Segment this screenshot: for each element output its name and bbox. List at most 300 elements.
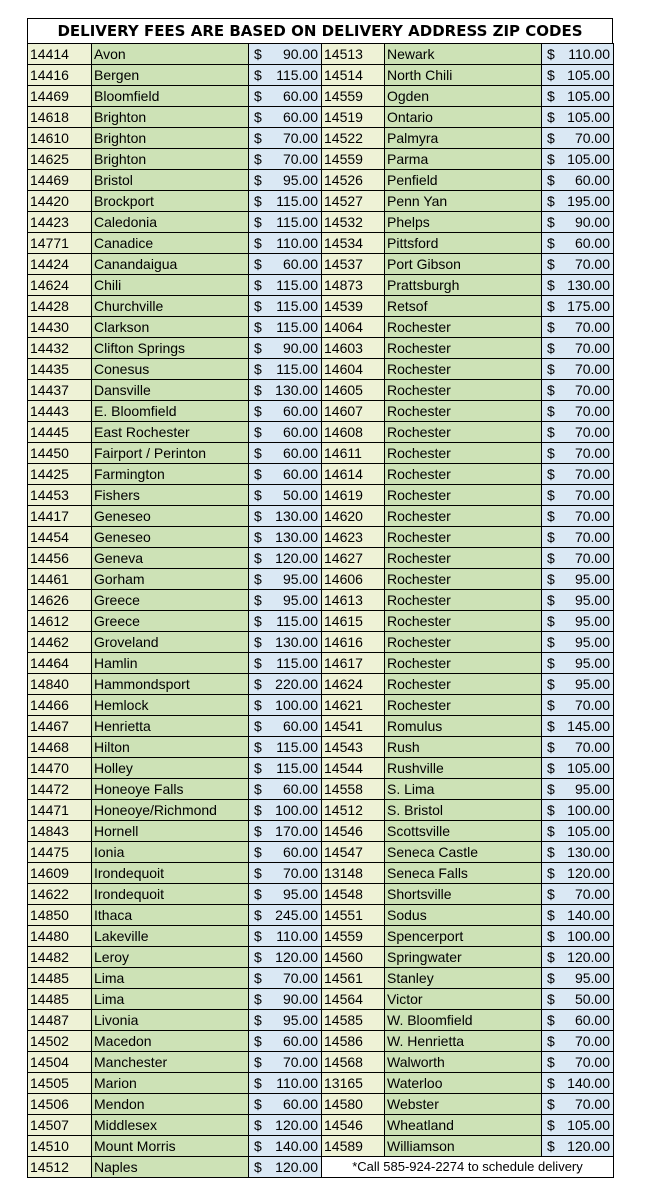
- town-name-cell: Parma: [385, 149, 542, 170]
- delivery-fee-cell: [249, 170, 322, 191]
- delivery-fee-cell: [542, 548, 614, 569]
- fee-amount: 60.00: [282, 781, 318, 797]
- town-name-cell: Port Gibson: [385, 254, 542, 275]
- delivery-fee-cell: [542, 737, 614, 758]
- delivery-fee-cell: [249, 65, 322, 86]
- zip-code-cell: 14526: [322, 170, 385, 191]
- fee-amount: 70.00: [282, 151, 318, 167]
- table-row: [28, 968, 614, 989]
- zip-code-cell: 14627: [322, 548, 385, 569]
- fee-amount: 70.00: [574, 739, 610, 755]
- fee-amount: 60.00: [574, 235, 610, 251]
- fee-amount: 95.00: [574, 970, 610, 986]
- town-name-cell: Clarkson: [92, 317, 249, 338]
- currency-symbol: $: [547, 949, 555, 965]
- town-name-cell: Irondequoit: [92, 884, 249, 905]
- town-name-cell: Penfield: [385, 170, 542, 191]
- fee-amount: 115.00: [276, 760, 318, 776]
- town-name-cell: Springwater: [385, 947, 542, 968]
- town-name-cell: Rochester: [385, 653, 542, 674]
- town-name-cell: Fairport / Perinton: [92, 443, 249, 464]
- currency-symbol: $: [254, 634, 262, 650]
- table-row: [28, 317, 614, 338]
- table-row: [28, 737, 614, 758]
- zip-code-cell: 14586: [322, 1031, 385, 1052]
- fee-amount: 70.00: [574, 697, 610, 713]
- town-name-cell: Chili: [92, 275, 249, 296]
- delivery-fee-cell: [249, 275, 322, 296]
- delivery-fee-cell: [542, 65, 614, 86]
- town-name-cell: Bloomfield: [92, 86, 249, 107]
- zip-code-cell: 14618: [28, 107, 92, 128]
- town-name-cell: Rochester: [385, 359, 542, 380]
- table-row: [28, 1073, 614, 1094]
- delivery-fee-cell: [542, 968, 614, 989]
- zip-code-cell: 14424: [28, 254, 92, 275]
- currency-symbol: $: [254, 676, 262, 692]
- delivery-fee-cell: [542, 212, 614, 233]
- fee-amount: 130.00: [275, 382, 318, 398]
- zip-code-cell: 13148: [322, 863, 385, 884]
- currency-symbol: $: [254, 655, 262, 671]
- delivery-fee-cell: [249, 128, 322, 149]
- town-name-cell: Leroy: [92, 947, 249, 968]
- table-row: [28, 884, 614, 905]
- delivery-fee-cell: [249, 359, 322, 380]
- zip-code-cell: 14605: [322, 380, 385, 401]
- table-row: [28, 359, 614, 380]
- zip-code-cell: 14621: [322, 695, 385, 716]
- currency-symbol: $: [254, 865, 262, 881]
- town-name-cell: Geneseo: [92, 506, 249, 527]
- fee-amount: 115.00: [276, 67, 318, 83]
- town-name-cell: Webster: [385, 1094, 542, 1115]
- fee-amount: 95.00: [574, 571, 610, 587]
- zip-code-cell: 14617: [322, 653, 385, 674]
- delivery-fee-cell: [249, 989, 322, 1010]
- zip-code-cell: 14506: [28, 1094, 92, 1115]
- delivery-fee-cell: [542, 380, 614, 401]
- fee-amount: 115.00: [276, 277, 318, 293]
- delivery-fee-cell: [249, 296, 322, 317]
- zip-code-cell: 14469: [28, 86, 92, 107]
- currency-symbol: $: [254, 403, 262, 419]
- table-row: [28, 338, 614, 359]
- town-name-cell: Rush: [385, 737, 542, 758]
- fee-amount: 95.00: [574, 781, 610, 797]
- currency-symbol: $: [254, 1096, 262, 1112]
- currency-symbol: $: [547, 802, 555, 818]
- zip-code-cell: 14850: [28, 905, 92, 926]
- fee-amount: 130.00: [567, 844, 610, 860]
- town-name-cell: Penn Yan: [385, 191, 542, 212]
- delivery-fee-cell: [249, 86, 322, 107]
- delivery-fee-cell: [249, 779, 322, 800]
- currency-symbol: $: [254, 1138, 262, 1154]
- town-name-cell: Gorham: [92, 569, 249, 590]
- zip-code-cell: 14507: [28, 1115, 92, 1136]
- zip-code-cell: 14514: [322, 65, 385, 86]
- table-row: [28, 527, 614, 548]
- town-name-cell: Ontario: [385, 107, 542, 128]
- zip-code-cell: 14416: [28, 65, 92, 86]
- zip-code-cell: 14626: [28, 590, 92, 611]
- fee-amount: 105.00: [567, 109, 610, 125]
- currency-symbol: $: [547, 655, 555, 671]
- zip-code-cell: 14873: [322, 275, 385, 296]
- fee-amount: 195.00: [567, 193, 610, 209]
- currency-symbol: $: [254, 760, 262, 776]
- zip-code-cell: 14568: [322, 1052, 385, 1073]
- town-name-cell: Pittsford: [385, 233, 542, 254]
- table-row: [28, 842, 614, 863]
- town-name-cell: Groveland: [92, 632, 249, 653]
- town-name-cell: Ogden: [385, 86, 542, 107]
- fee-amount: 70.00: [574, 550, 610, 566]
- town-name-cell: Brighton: [92, 107, 249, 128]
- currency-symbol: $: [547, 193, 555, 209]
- currency-symbol: $: [254, 613, 262, 629]
- fee-amount: 105.00: [567, 760, 610, 776]
- fee-amount: 130.00: [275, 529, 318, 545]
- delivery-fee-cell: [249, 1094, 322, 1115]
- currency-symbol: $: [547, 886, 555, 902]
- town-name-cell: Scottsville: [385, 821, 542, 842]
- delivery-fee-cell: [249, 758, 322, 779]
- zip-code-cell: 14609: [28, 863, 92, 884]
- delivery-fee-cell: [542, 506, 614, 527]
- delivery-fee-cell: [249, 1010, 322, 1031]
- zip-code-cell: 14771: [28, 233, 92, 254]
- fee-amount: 90.00: [574, 214, 610, 230]
- town-name-cell: Farmington: [92, 464, 249, 485]
- zip-code-cell: 14472: [28, 779, 92, 800]
- delivery-fee-cell: [542, 632, 614, 653]
- table-row: [28, 926, 614, 947]
- zip-code-cell: 14606: [322, 569, 385, 590]
- fee-amount: 110.00: [276, 928, 318, 944]
- zip-code-cell: 14466: [28, 695, 92, 716]
- delivery-fee-cell: [542, 926, 614, 947]
- fee-amount: 145.00: [567, 718, 610, 734]
- town-name-cell: Honeoye/Richmond: [92, 800, 249, 821]
- delivery-fee-cell: [542, 128, 614, 149]
- delivery-fee-cell: [542, 86, 614, 107]
- town-name-cell: Rochester: [385, 590, 542, 611]
- delivery-fee-cell: [249, 44, 322, 65]
- town-name-cell: Rochester: [385, 443, 542, 464]
- fee-amount: 105.00: [567, 151, 610, 167]
- delivery-fee-cell: [542, 275, 614, 296]
- delivery-fee-cell: [249, 842, 322, 863]
- zip-code-cell: 14551: [322, 905, 385, 926]
- delivery-fee-cell: [542, 716, 614, 737]
- zip-code-cell: 14559: [322, 149, 385, 170]
- currency-symbol: $: [254, 886, 262, 902]
- zip-code-cell: 14522: [322, 128, 385, 149]
- town-name-cell: Rochester: [385, 317, 542, 338]
- town-name-cell: Hilton: [92, 737, 249, 758]
- town-name-cell: Sodus: [385, 905, 542, 926]
- zip-code-cell: 14614: [322, 464, 385, 485]
- currency-symbol: $: [254, 235, 262, 251]
- currency-symbol: $: [547, 550, 555, 566]
- currency-symbol: $: [254, 67, 262, 83]
- fee-amount: 70.00: [574, 340, 610, 356]
- fee-table-body: [28, 44, 614, 1178]
- zip-code-cell: 14622: [28, 884, 92, 905]
- currency-symbol: $: [547, 907, 555, 923]
- currency-symbol: $: [547, 781, 555, 797]
- zip-code-cell: 14470: [28, 758, 92, 779]
- fee-amount: 70.00: [574, 382, 610, 398]
- sheet-title: DELIVERY FEES ARE BASED ON DELIVERY ADDRESS ZIP CODES: [27, 18, 613, 43]
- currency-symbol: $: [547, 151, 555, 167]
- table-row: [28, 1052, 614, 1073]
- table-row: [28, 86, 614, 107]
- zip-code-cell: 14564: [322, 989, 385, 1010]
- town-name-cell: Manchester: [92, 1052, 249, 1073]
- town-name-cell: Mount Morris: [92, 1136, 249, 1157]
- zip-code-cell: 14624: [322, 674, 385, 695]
- town-name-cell: East Rochester: [92, 422, 249, 443]
- delivery-fee-cell: [249, 527, 322, 548]
- table-row: [28, 254, 614, 275]
- table-row: [28, 989, 614, 1010]
- currency-symbol: $: [547, 718, 555, 734]
- fee-amount: 110.00: [276, 1075, 318, 1091]
- currency-symbol: $: [254, 844, 262, 860]
- town-name-cell: Clifton Springs: [92, 338, 249, 359]
- town-name-cell: Hornell: [92, 821, 249, 842]
- currency-symbol: $: [547, 88, 555, 104]
- zip-code-cell: 14467: [28, 716, 92, 737]
- town-name-cell: Holley: [92, 758, 249, 779]
- town-name-cell: Honeoye Falls: [92, 779, 249, 800]
- delivery-fee-cell: [542, 44, 614, 65]
- fee-amount: 70.00: [574, 319, 610, 335]
- fee-amount: 115.00: [276, 739, 318, 755]
- table-row: [28, 716, 614, 737]
- delivery-fee-cell: [249, 737, 322, 758]
- fee-amount: 115.00: [276, 214, 318, 230]
- currency-symbol: $: [254, 46, 262, 62]
- town-name-cell: Geneva: [92, 548, 249, 569]
- fee-amount: 70.00: [574, 1033, 610, 1049]
- delivery-fee-cell: [542, 317, 614, 338]
- currency-symbol: $: [254, 382, 262, 398]
- currency-symbol: $: [547, 592, 555, 608]
- currency-symbol: $: [547, 844, 555, 860]
- delivery-fee-cell: [542, 443, 614, 464]
- town-name-cell: North Chili: [385, 65, 542, 86]
- table-row: [28, 800, 614, 821]
- currency-symbol: $: [254, 1117, 262, 1133]
- fee-amount: 115.00: [276, 655, 318, 671]
- table-row: [28, 779, 614, 800]
- delivery-fee-cell: [542, 527, 614, 548]
- town-name-cell: Canandaigua: [92, 254, 249, 275]
- fee-amount: 140.00: [275, 1138, 318, 1154]
- table-row: [28, 1031, 614, 1052]
- town-name-cell: Mendon: [92, 1094, 249, 1115]
- town-name-cell: Middlesex: [92, 1115, 249, 1136]
- currency-symbol: $: [254, 88, 262, 104]
- town-name-cell: W. Henrietta: [385, 1031, 542, 1052]
- currency-symbol: $: [254, 298, 262, 314]
- fee-amount: 95.00: [574, 592, 610, 608]
- fee-amount: 95.00: [282, 172, 318, 188]
- table-row: [28, 863, 614, 884]
- currency-symbol: $: [547, 529, 555, 545]
- delivery-fee-table: [27, 43, 614, 1178]
- zip-code-cell: 14420: [28, 191, 92, 212]
- table-row: [28, 464, 614, 485]
- zip-code-cell: 14534: [322, 233, 385, 254]
- delivery-fee-cell: [542, 653, 614, 674]
- currency-symbol: $: [254, 802, 262, 818]
- table-row: [28, 443, 614, 464]
- delivery-fee-cell: [542, 485, 614, 506]
- zip-code-cell: 14512: [322, 800, 385, 821]
- fee-amount: 70.00: [574, 1054, 610, 1070]
- delivery-fee-cell: [542, 842, 614, 863]
- zip-code-cell: 14611: [322, 443, 385, 464]
- zip-code-cell: 14543: [322, 737, 385, 758]
- delivery-fee-cell: [542, 1010, 614, 1031]
- currency-symbol: $: [254, 445, 262, 461]
- delivery-fee-cell: [249, 401, 322, 422]
- fee-amount: 60.00: [282, 445, 318, 461]
- delivery-fee-cell: [542, 464, 614, 485]
- town-name-cell: Caledonia: [92, 212, 249, 233]
- currency-symbol: $: [254, 340, 262, 356]
- town-name-cell: Shortsville: [385, 884, 542, 905]
- zip-code-cell: 14437: [28, 380, 92, 401]
- currency-symbol: $: [547, 991, 555, 1007]
- delivery-fee-cell: [542, 779, 614, 800]
- town-name-cell: Rochester: [385, 632, 542, 653]
- currency-symbol: $: [547, 1096, 555, 1112]
- delivery-fee-cell: [249, 884, 322, 905]
- zip-code-cell: 14537: [322, 254, 385, 275]
- zip-code-cell: 14615: [322, 611, 385, 632]
- fee-amount: 100.00: [275, 697, 318, 713]
- fee-amount: 70.00: [574, 1096, 610, 1112]
- currency-symbol: $: [547, 760, 555, 776]
- zip-code-cell: 14512: [28, 1157, 92, 1178]
- currency-symbol: $: [547, 487, 555, 503]
- currency-symbol: $: [547, 697, 555, 713]
- zip-code-cell: 14475: [28, 842, 92, 863]
- currency-symbol: $: [547, 130, 555, 146]
- zip-code-cell: 14414: [28, 44, 92, 65]
- fee-amount: 120.00: [567, 949, 610, 965]
- table-row: [28, 947, 614, 968]
- zip-code-cell: 14519: [322, 107, 385, 128]
- zip-code-cell: 14428: [28, 296, 92, 317]
- zip-code-cell: 14064: [322, 317, 385, 338]
- zip-code-cell: 14620: [322, 506, 385, 527]
- fee-amount: 95.00: [282, 886, 318, 902]
- table-row: [28, 1136, 614, 1157]
- delivery-fee-cell: [249, 107, 322, 128]
- fee-amount: 120.00: [275, 550, 318, 566]
- delivery-fee-cell: [542, 863, 614, 884]
- town-name-cell: Spencerport: [385, 926, 542, 947]
- currency-symbol: $: [547, 298, 555, 314]
- town-name-cell: S. Bristol: [385, 800, 542, 821]
- delivery-fee-cell: [249, 926, 322, 947]
- town-name-cell: Marion: [92, 1073, 249, 1094]
- town-name-cell: Romulus: [385, 716, 542, 737]
- delivery-fee-cell: [249, 590, 322, 611]
- fee-amount: 70.00: [574, 256, 610, 272]
- town-name-cell: Rochester: [385, 527, 542, 548]
- delivery-fee-cell: [542, 149, 614, 170]
- currency-symbol: $: [254, 1012, 262, 1028]
- delivery-fee-cell: [542, 1115, 614, 1136]
- currency-symbol: $: [547, 214, 555, 230]
- town-name-cell: Avon: [92, 44, 249, 65]
- delivery-fee-cell: [249, 233, 322, 254]
- zip-code-cell: 14456: [28, 548, 92, 569]
- delivery-fee-cell: [542, 1136, 614, 1157]
- table-row: [28, 422, 614, 443]
- town-name-cell: Geneseo: [92, 527, 249, 548]
- currency-symbol: $: [547, 361, 555, 377]
- currency-symbol: $: [254, 739, 262, 755]
- fee-amount: 95.00: [282, 571, 318, 587]
- fee-amount: 245.00: [275, 907, 318, 923]
- fee-amount: 110.00: [568, 46, 610, 62]
- delivery-fee-cell: [542, 758, 614, 779]
- fee-amount: 100.00: [275, 802, 318, 818]
- fee-amount: 115.00: [276, 361, 318, 377]
- town-name-cell: Brockport: [92, 191, 249, 212]
- delivery-fee-cell: [542, 170, 614, 191]
- currency-symbol: $: [254, 907, 262, 923]
- fee-amount: 115.00: [276, 298, 318, 314]
- town-name-cell: Bergen: [92, 65, 249, 86]
- currency-symbol: $: [547, 109, 555, 125]
- table-row: [28, 233, 614, 254]
- fee-amount: 70.00: [574, 424, 610, 440]
- zip-code-cell: 14616: [322, 632, 385, 653]
- table-row: [28, 506, 614, 527]
- town-name-cell: Macedon: [92, 1031, 249, 1052]
- table-row: [28, 380, 614, 401]
- zip-code-cell: 14471: [28, 800, 92, 821]
- delivery-fee-cell: [542, 1073, 614, 1094]
- town-name-cell: Bristol: [92, 170, 249, 191]
- delivery-fee-cell: [249, 1115, 322, 1136]
- town-name-cell: Churchville: [92, 296, 249, 317]
- zip-code-cell: 14560: [322, 947, 385, 968]
- delivery-fee-cell: [249, 443, 322, 464]
- fee-amount: 70.00: [282, 130, 318, 146]
- fee-amount: 90.00: [282, 340, 318, 356]
- currency-symbol: $: [547, 382, 555, 398]
- table-row: [28, 1115, 614, 1136]
- zip-code-cell: 14468: [28, 737, 92, 758]
- currency-symbol: $: [547, 865, 555, 881]
- currency-symbol: $: [547, 1012, 555, 1028]
- town-name-cell: Hemlock: [92, 695, 249, 716]
- table-row: [28, 485, 614, 506]
- fee-amount: 100.00: [567, 928, 610, 944]
- currency-symbol: $: [254, 424, 262, 440]
